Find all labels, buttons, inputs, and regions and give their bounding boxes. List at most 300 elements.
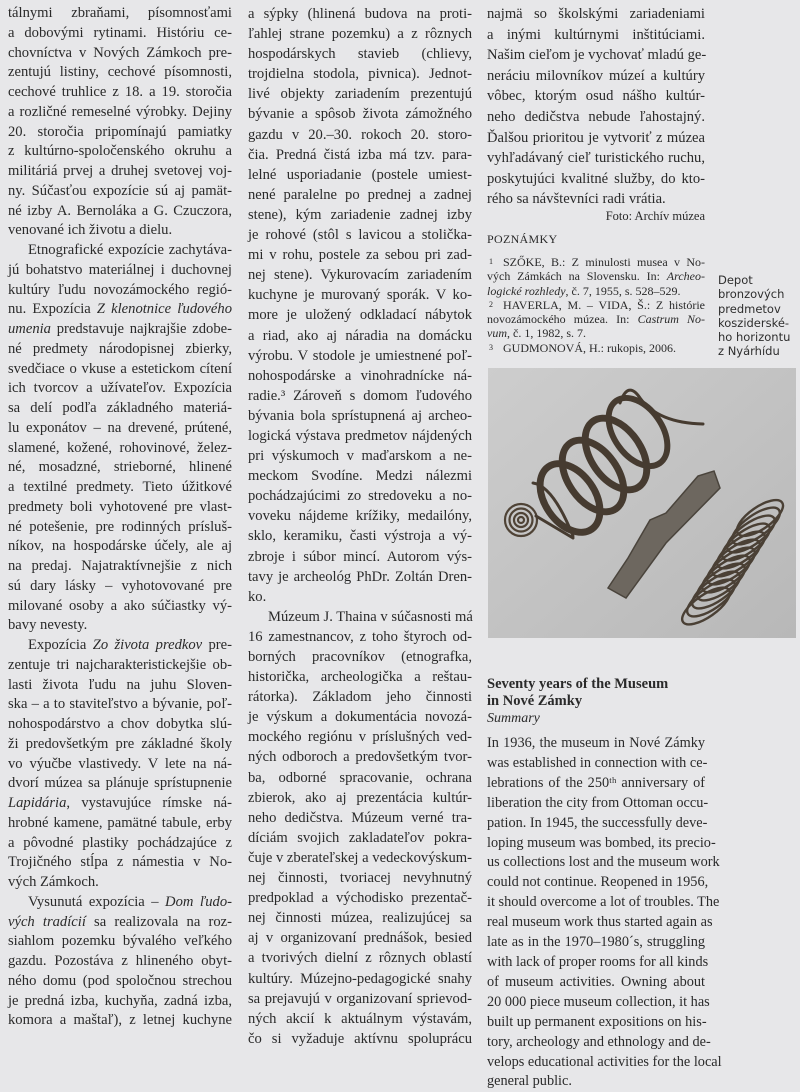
text-segment: zbierok, ako aj prezentácia kultúr- — [248, 789, 472, 806]
caption-line: z Nyárhídu — [718, 344, 780, 359]
text-line — [8, 597, 232, 617]
caption-line: predmetov — [718, 301, 781, 316]
text-line — [248, 64, 472, 84]
footnote — [487, 298, 705, 341]
text-segment: né potešenie, pre rodinných prísluš- — [8, 518, 232, 535]
notes-heading: POZNÁMKY — [487, 232, 558, 246]
text-line — [8, 656, 232, 676]
text-segment: tory, archeology and ethnology and de- — [487, 1033, 711, 1050]
text-segment: čo si vyžaduje aktívnu spoluprácu — [248, 1030, 472, 1047]
text-line — [487, 312, 705, 326]
text-segment: , č. 1, 1982, s. 7. — [507, 326, 586, 341]
text-segment: chovníctva v Nových Zámkoch pre- — [8, 44, 232, 61]
text-line — [8, 695, 232, 715]
text-segment: díciám svojich zakladateľov pokra- — [248, 829, 472, 846]
text-segment: trojdielna stodola, pivnica). Jednot- — [248, 66, 472, 83]
text-line — [248, 607, 472, 627]
text-line — [8, 774, 232, 794]
text-line — [487, 86, 705, 107]
text-line — [8, 913, 232, 933]
text-line — [248, 526, 472, 546]
text-segment: 20 000 piece museum collection, it has — [487, 993, 710, 1010]
text-line — [487, 814, 708, 834]
text-line — [248, 386, 472, 406]
paragraph — [487, 4, 705, 210]
text-line — [8, 439, 232, 459]
text-line — [8, 893, 232, 913]
text-segment: Trojičného stĺpa z námestia v No- — [8, 854, 232, 871]
text-line — [248, 667, 472, 687]
text-segment: mockého regiónu v príslušných ved- — [248, 729, 472, 746]
text-segment: HAVERLA, M. – VIDA, Š.: Z histórie — [503, 297, 705, 312]
text-line — [248, 888, 472, 908]
text-line — [248, 205, 472, 225]
text-segment: pochádzajúcimi zo stredoveku a no- — [248, 488, 472, 505]
italic-text: vum — [487, 326, 507, 341]
text-segment: rého sa návštevníci radi vrátia. — [487, 191, 666, 208]
text-segment: voveku nájdeme krížiky, medailóny, — [248, 508, 472, 525]
text-segment: ny. Súčasťou expozície sú aj pamät- — [8, 182, 232, 199]
caption-line: bronzových — [718, 287, 785, 302]
text-line — [487, 148, 705, 169]
text-line — [487, 734, 705, 754]
text-line — [8, 360, 232, 380]
text-segment: sklo, keramiku, časti výstroja a vý- — [248, 528, 472, 545]
text-segment: ska – a to staviteľstvo a bývanie, poľ- — [8, 696, 232, 713]
text-line — [487, 1072, 705, 1092]
text-line — [248, 747, 472, 767]
text-line — [248, 265, 472, 285]
text-segment: ba, odborné spracovanie, ochrana — [248, 769, 472, 786]
text-line — [8, 458, 232, 478]
text-segment: loping museum was bombed, its precio- — [487, 834, 716, 851]
text-line — [248, 989, 472, 1009]
text-segment: nohospodárstvo a chov dobytka slú- — [8, 716, 232, 732]
text-segment: velops educational activities for the local — [487, 1053, 722, 1070]
text-segment: zentujú listiny, cechové písomnosti, — [8, 64, 232, 81]
text-segment: ži predovšetkým pre základné školy — [8, 735, 232, 752]
text-line — [248, 908, 472, 928]
text-segment: gazdu v 20.–30. rokoch 20. storo- — [248, 126, 472, 143]
text-segment: pri výskumoch v maďarskom a ne- — [248, 448, 472, 465]
text-segment: built up permanent expositions on his- — [487, 1013, 707, 1030]
paragraph — [8, 636, 232, 893]
italic-text: Dom ľudo- — [165, 893, 232, 910]
text-segment: , vystavujúce rímske ná- — [66, 795, 232, 811]
text-segment: sa realizovala na roz- — [85, 913, 232, 930]
text-line — [487, 953, 709, 973]
caption-line: Depot — [718, 273, 753, 287]
text-segment: cechové truhlice z 18. a 19. storočia — [8, 84, 232, 100]
text-segment: zentuje tri najcharakteristickejšie ob- — [8, 656, 232, 673]
text-line — [248, 727, 472, 747]
text-segment: of museum activities. Owning about — [487, 973, 705, 990]
text-line — [248, 627, 472, 647]
text-segment: mi v rohu, postele za sebou pri zad- — [248, 247, 472, 264]
text-line — [248, 848, 472, 868]
text-segment: nej stene). Vykurovacím zariadením — [248, 267, 472, 284]
summary-subtitle: Summary — [487, 711, 540, 726]
text-segment: je predná izba, kuchyňa, zadná izba, — [8, 992, 232, 1009]
text-segment: najmä so školskými zariadeniami — [487, 6, 705, 22]
text-line — [487, 993, 710, 1013]
text-line — [487, 774, 705, 794]
text-line — [8, 1011, 232, 1031]
text-line — [8, 261, 232, 281]
text-segment: na predaj. Najatraktívnejšie z nich — [8, 558, 232, 574]
text-line — [8, 44, 232, 64]
text-line — [487, 25, 705, 46]
text-line — [248, 768, 472, 788]
footnote — [487, 255, 705, 298]
text-segment: Etnografické expozície zachytáva- — [28, 242, 232, 258]
text-line — [487, 873, 709, 893]
text-line — [248, 1029, 472, 1049]
text-line — [487, 66, 705, 87]
text-segment: Ďalšou prioritou je vytvoriť z múzea — [487, 129, 705, 146]
text-segment: ich tvorcov a užívateľov. Expozícia — [8, 380, 232, 397]
text-segment: bavy nevesty. — [8, 617, 88, 634]
text-line — [248, 446, 472, 466]
text-line — [8, 853, 232, 873]
text-segment: sú dary lásky – vyhotovované pre — [8, 577, 232, 594]
text-segment: bývania bola sprístupnená aj archeo- — [248, 407, 472, 424]
italic-text: Archeo- — [666, 269, 705, 284]
text-line — [8, 320, 232, 340]
text-line — [8, 419, 232, 439]
text-segment: was established in connection with ce- — [487, 754, 708, 771]
text-segment: meckom Svodíne. Medzi nálezmi — [248, 468, 472, 485]
text-segment: dvorí múzea sa plánuje sprístupnenie — [8, 775, 232, 792]
text-segment: bývanie a spôsob života zámožného — [248, 106, 472, 123]
text-segment: GUDMONOVÁ, H.: rukopis, 2006. — [503, 340, 676, 355]
text-line — [8, 379, 232, 399]
text-segment: pation. In 1945, the successfully deve- — [487, 814, 708, 831]
text-segment: vých Zámkách na Slovensku. In: — [487, 269, 667, 284]
text-segment: kuchyne je murovaný sporák. V ko- — [248, 287, 472, 304]
text-segment: more je uložený odkladací nábytok — [248, 307, 472, 324]
text-segment: us collections lost and the museum work — [487, 854, 720, 871]
text-segment: zbroje i súbor mincí. Autorom výs- — [248, 548, 472, 565]
text-segment: a inými kultúrnymi inštitúciami. — [487, 26, 705, 43]
text-line — [248, 104, 472, 124]
text-segment: a textilné predmety. Tieto úžitkové — [8, 479, 232, 495]
text-segment: z kultúrno-spoločenského okruhu a — [8, 143, 232, 160]
text-column-2 — [248, 4, 472, 1049]
text-segment: SZŐKE, B.: Z minulosti musea v No- — [503, 255, 705, 269]
text-line — [248, 346, 472, 366]
text-segment: predstavuje najkrajšie zdobe- — [50, 321, 232, 337]
text-segment: lu exponátov – na drevené, prútené, — [8, 419, 232, 436]
text-segment: Vysunutá expozícia – — [28, 893, 166, 910]
italic-text: Castrum No- — [637, 312, 705, 327]
text-segment: neráciu milovníkov múzeí a kultúry — [487, 67, 705, 84]
text-line — [8, 676, 232, 696]
text-line — [8, 478, 232, 498]
italic-text: logické rozhledy — [487, 283, 566, 298]
text-segment: historička, archeologička a reštau- — [248, 669, 472, 686]
text-segment: borných pracovníkov (etnografka, — [248, 649, 472, 665]
summary-title — [487, 676, 705, 710]
text-segment: nohospodárske a vinohradnícke ná- — [248, 367, 472, 384]
text-segment: komora a maštaľ), z letnej kuchyne — [8, 1012, 232, 1029]
text-line — [8, 241, 232, 261]
text-line — [8, 103, 232, 123]
text-line — [487, 973, 705, 993]
text-line — [487, 326, 705, 340]
text-line — [487, 893, 720, 913]
text-line — [487, 933, 705, 953]
text-segment: neho dedičstva nebude ľahostajný. — [487, 108, 705, 125]
text-line — [248, 647, 472, 667]
text-line — [8, 972, 232, 992]
text-segment: lasti života ľudu na juhu Sloven- — [8, 676, 232, 693]
text-segment: , č. 7, 1955, s. 528–529. — [565, 283, 681, 298]
text-segment: neho dedičstva. Múzeum verné tra- — [248, 809, 472, 826]
text-line — [487, 4, 705, 25]
text-segment: svedčiace o vkuse a estetickom cítení — [8, 360, 232, 377]
text-line — [8, 755, 232, 775]
text-line — [8, 518, 232, 538]
text-line — [8, 63, 232, 83]
italic-text: Z klenotnice ľudového — [96, 301, 232, 318]
text-line — [8, 498, 232, 518]
text-segment: Našim cieľom je vychovať mladú ge- — [487, 47, 707, 64]
text-line — [8, 281, 232, 301]
text-segment: rátorka). Základom jeho činnosti — [248, 689, 472, 706]
text-segment: 20. storočia pripomínajú pamiatky — [8, 123, 232, 140]
text-column-1 — [8, 4, 232, 1031]
text-line — [8, 83, 232, 103]
text-segment: livé objekty zariadením prezentujú — [248, 86, 472, 103]
text-line — [248, 928, 472, 948]
text-line — [8, 340, 232, 360]
text-segment: ných odboroch a predovšetkým tvor- — [248, 749, 472, 766]
text-segment: čuje v zberateľskej a vedeckovýskum- — [248, 849, 472, 866]
text-line — [487, 754, 708, 774]
text-segment: kultúry ľudu novozámockého regió- — [8, 281, 232, 298]
text-line — [487, 1033, 711, 1053]
text-segment: nej činnosti, tvoriacej nevyhnutný — [248, 870, 472, 887]
text-segment: nené paralelne po prednej a zadnej — [248, 186, 472, 203]
text-line — [248, 165, 472, 185]
text-segment: hospodárskych stavieb (chlievy, — [248, 46, 472, 63]
text-segment: kultúry. Múzejno-pedagogické snahy — [248, 970, 472, 987]
text-segment: Múzeum J. Thaina v súčasnosti má — [268, 608, 473, 625]
text-segment: a pôvodné plastiky pochádzajúce z — [8, 834, 232, 851]
text-segment: poskytujúci kvalitné služby, do kto- — [487, 170, 705, 187]
text-column-3 — [487, 4, 705, 210]
text-line — [248, 587, 472, 607]
text-segment: výrobu. V stodole je umiestnené poľ- — [248, 347, 472, 364]
text-line — [248, 326, 472, 346]
italic-text: vých tradícií — [8, 913, 86, 930]
text-line — [8, 616, 232, 636]
text-line — [8, 873, 232, 893]
text-segment: lebrations of the 250ᵗʰ anniversary of — [487, 774, 705, 791]
text-line — [487, 1053, 722, 1073]
text-segment: novozámockého múzea. In: — [487, 312, 638, 327]
text-segment: né predmety národopisnej zbierky, — [8, 340, 232, 357]
italic-text: umenia — [8, 321, 51, 337]
caption-line: ho horizontu — [718, 330, 791, 345]
text-segment: milované osoby a ako súčiastky vý- — [8, 597, 232, 614]
text-line — [487, 189, 705, 210]
text-line — [248, 406, 472, 426]
text-line — [8, 142, 232, 162]
text-line — [8, 992, 232, 1012]
text-line — [487, 794, 709, 814]
english-summary — [487, 676, 722, 1092]
text-line — [248, 868, 472, 888]
italic-text: Zo života predkov — [92, 637, 203, 653]
text-line — [248, 808, 472, 828]
text-line — [8, 636, 232, 656]
text-line — [8, 24, 232, 44]
text-line — [248, 125, 472, 145]
text-line — [248, 828, 472, 848]
text-line — [487, 1013, 705, 1033]
bronze-artifacts-photo — [488, 368, 796, 638]
text-segment: siahlom pozemku bývalého veľkého — [8, 933, 232, 950]
text-line — [487, 913, 713, 933]
text-line — [248, 547, 472, 567]
photo-credit: Foto: Archív múzea — [605, 209, 705, 223]
text-line — [8, 221, 232, 241]
text-line — [248, 788, 472, 808]
text-segment: nej činnosti múzea, realizujúcej sa — [248, 910, 472, 927]
text-segment: real museum work thus started again as — [487, 914, 713, 931]
text-segment: lelné usporiadanie (postele umiest- — [248, 166, 472, 183]
text-line — [248, 285, 472, 305]
side-caption — [718, 273, 800, 359]
text-line — [8, 537, 232, 557]
text-line — [248, 1009, 472, 1029]
text-segment: níkov, na hospodárske účely, ale aj — [8, 538, 232, 555]
text-segment: sa delí podľa základného materiá- — [8, 400, 232, 416]
text-line — [248, 486, 472, 506]
text-line — [8, 123, 232, 143]
text-segment: a rozličné remeselné výrobky. Dejiny — [8, 103, 232, 120]
text-segment: je výskum a dokumentácia novozá- — [248, 709, 472, 726]
text-segment: vyhľadávaný cieľ turistického ruchu, — [487, 150, 705, 167]
text-segment: 16 zamestnancov, z toho štyroch od- — [248, 628, 472, 645]
footnote-number: 3 — [489, 342, 493, 352]
text-segment: hrobné kamene, pamätné tabule, erby — [8, 814, 232, 831]
text-line — [248, 245, 472, 265]
text-segment: general public. — [487, 1073, 572, 1090]
text-segment: a tvorivých dielní z rôznych oblastí — [248, 950, 472, 967]
text-line — [248, 466, 472, 486]
text-line — [8, 932, 232, 952]
text-line — [248, 506, 472, 526]
footnote — [487, 341, 705, 355]
text-segment: nu. Expozícia — [8, 301, 97, 318]
text-segment: pre- — [202, 637, 232, 653]
text-segment: In 1936, the museum in Nové Zámky — [487, 735, 705, 751]
paragraph — [8, 4, 232, 241]
text-segment: militáriá prvej a druhej svetovej voj- — [8, 163, 232, 179]
text-segment: čia. Predná čistá izba má tzv. para- — [248, 146, 472, 163]
text-segment: could not continue. Reopened in 1956, — [487, 874, 709, 891]
summary-body — [487, 734, 722, 1092]
caption-line: kosziderské- — [718, 315, 790, 330]
text-segment: liberation the city from Ottoman occu- — [487, 794, 709, 811]
text-segment: venované ich životu a dielu. — [8, 222, 173, 239]
text-line — [248, 969, 472, 989]
text-line — [8, 202, 232, 222]
text-line — [487, 269, 705, 283]
text-line — [487, 853, 720, 873]
text-segment: ľahlej strane pozemku) a z rôznych — [248, 26, 472, 43]
text-segment: tálnymi zbraňami, písomnosťami — [8, 5, 232, 21]
italic-text: Lapidária — [8, 795, 67, 811]
summary-title-line: in Nové Zámky — [487, 693, 583, 709]
text-line — [487, 45, 705, 66]
text-segment: vôbec, ktorým osud nášho kultúr- — [487, 88, 705, 105]
text-line — [248, 225, 472, 245]
text-line — [487, 284, 705, 298]
text-segment: né, mosadzné, strieborné, hlinené — [8, 459, 232, 476]
text-line — [487, 834, 716, 854]
text-segment: radie.³ Zároveň s domom ľudového — [248, 387, 472, 404]
text-line — [248, 426, 472, 446]
text-line — [487, 128, 705, 149]
text-line — [248, 948, 472, 968]
text-line — [8, 952, 232, 972]
paragraph — [248, 4, 472, 607]
summary-title-line: Seventy years of the Museum — [487, 676, 669, 692]
text-segment: stene), kým zariadenie zadnej izby — [248, 206, 472, 223]
text-segment: Expozícia — [28, 637, 93, 653]
text-line — [487, 298, 705, 312]
text-line — [8, 715, 232, 735]
text-line — [8, 557, 232, 577]
text-line — [487, 255, 705, 269]
text-line — [8, 794, 232, 814]
text-line — [8, 300, 232, 320]
text-line — [487, 341, 705, 355]
text-segment: né izby A. Bernoláka a G. Czuczora, — [8, 202, 232, 219]
text-line — [8, 577, 232, 597]
text-segment: vých Zámkoch. — [8, 874, 99, 890]
text-line — [248, 567, 472, 587]
text-segment: it should overcome a lot of troubles. The — [487, 894, 720, 911]
text-segment: late as in the 1970–1980´s, struggling — [487, 934, 705, 951]
footnotes — [487, 255, 705, 355]
text-segment: a riad, ako aj náradia na domácku — [248, 327, 472, 344]
text-segment: predmety boli vyhotovené pre vlast- — [8, 498, 232, 515]
text-segment: ných akcií k aktuálnym výstavám, — [248, 1010, 472, 1027]
text-line — [248, 707, 472, 727]
text-line — [248, 305, 472, 325]
footnote-number: 2 — [489, 299, 493, 309]
text-line — [8, 182, 232, 202]
footnote-number: 1 — [489, 257, 493, 266]
text-segment: sa prejavujú v organizovaní sprievod- — [248, 990, 472, 1007]
text-segment: jú bohatstvo materiálnej i duchovnej — [8, 261, 232, 278]
text-line — [248, 4, 472, 24]
paragraph — [8, 893, 232, 1031]
text-line — [248, 44, 472, 64]
text-segment: predpoklad a východisko prezentač- — [248, 890, 472, 907]
text-segment: aj v organizovaní prednášok, besied — [248, 930, 472, 947]
text-segment: a sýpky (hlinená budova na proti- — [248, 6, 472, 22]
text-segment: ného domu (pod spoločnou strechou — [8, 972, 232, 989]
text-line — [248, 687, 472, 707]
photo-background — [488, 368, 796, 638]
text-line — [248, 84, 472, 104]
